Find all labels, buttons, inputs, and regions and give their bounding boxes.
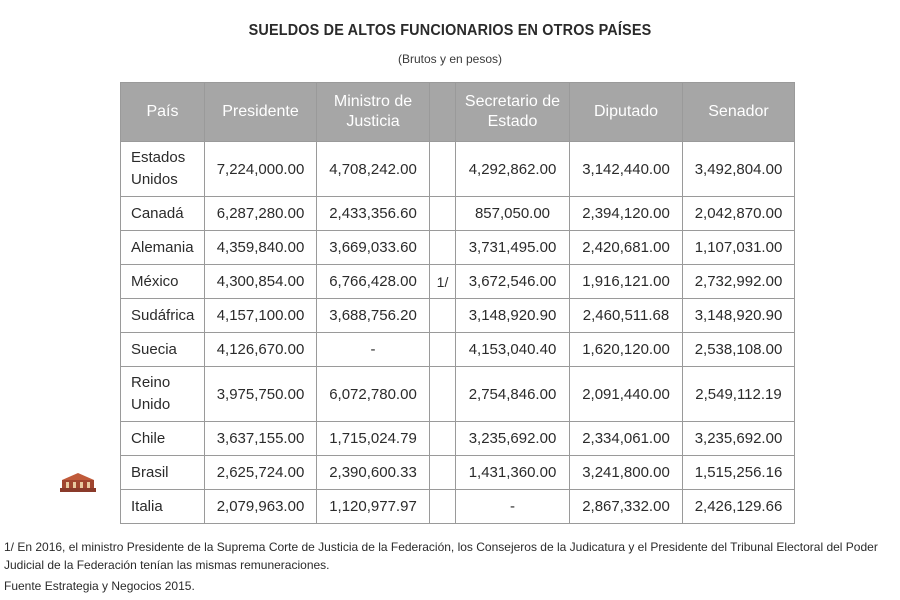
cell-diputado: 1,916,121.00: [570, 265, 683, 299]
cell-senador: 2,549,112.19: [683, 367, 795, 422]
cell-country: Canadá: [121, 197, 205, 231]
table-row: [121, 367, 795, 422]
table-row: [121, 142, 795, 197]
cell-diputado: 1,620,120.00: [570, 333, 683, 367]
cell-note: [430, 456, 456, 490]
table-row: [121, 333, 795, 367]
cell-secretario: 3,235,692.00: [456, 422, 570, 456]
cell-country: Alemania: [121, 231, 205, 265]
table-row: [121, 299, 795, 333]
cell-ministro: 1,120,977.97: [317, 490, 430, 524]
cell-presidente: 3,637,155.00: [205, 422, 317, 456]
cell-presidente: 4,157,100.00: [205, 299, 317, 333]
cell-presidente: 6,287,280.00: [205, 197, 317, 231]
cell-country: Sudáfrica: [121, 299, 205, 333]
cell-presidente: 3,975,750.00: [205, 367, 317, 422]
page-subtitle: (Brutos y en pesos): [397, 52, 503, 66]
cell-country: Chile: [121, 422, 205, 456]
salary-table: [120, 82, 795, 524]
cell-ministro: 6,766,428.00: [317, 265, 430, 299]
cell-country: Suecia: [121, 333, 205, 367]
table-header-row: [121, 83, 795, 142]
header-presidente: Presidente: [205, 83, 317, 142]
cell-ministro: -: [317, 333, 430, 367]
cell-note: 1/: [430, 265, 456, 299]
table-row: [121, 231, 795, 265]
table-row: [121, 265, 795, 299]
cell-secretario: -: [456, 490, 570, 524]
cell-senador: 2,426,129.66: [683, 490, 795, 524]
header-note: [430, 83, 456, 142]
table-row: [121, 456, 795, 490]
cell-country: Brasil: [121, 456, 205, 490]
cell-secretario: 1,431,360.00: [456, 456, 570, 490]
cell-senador: 3,148,920.90: [683, 299, 795, 333]
cell-diputado: 2,420,681.00: [570, 231, 683, 265]
cell-note: [430, 142, 456, 197]
cell-secretario: 3,731,495.00: [456, 231, 570, 265]
cell-country: Estados Unidos: [121, 142, 205, 197]
source-note: Fuente Estrategia y Negocios 2015.: [4, 579, 195, 593]
cell-secretario: 2,754,846.00: [456, 367, 570, 422]
cell-note: [430, 231, 456, 265]
page-title: SUELDOS DE ALTOS FUNCIONARIOS EN OTROS PAÍSES: [248, 22, 652, 39]
table-row: [121, 490, 795, 524]
cell-diputado: 3,142,440.00: [570, 142, 683, 197]
cell-presidente: 4,126,670.00: [205, 333, 317, 367]
cell-ministro: 1,715,024.79: [317, 422, 430, 456]
cell-presidente: 2,079,963.00: [205, 490, 317, 524]
cell-presidente: 2,625,724.00: [205, 456, 317, 490]
cell-ministro: 6,072,780.00: [317, 367, 430, 422]
cell-country: México: [121, 265, 205, 299]
cell-presidente: 7,224,000.00: [205, 142, 317, 197]
cell-ministro: 3,669,033.60: [317, 231, 430, 265]
cell-senador: 2,042,870.00: [683, 197, 795, 231]
cell-senador: 3,492,804.00: [683, 142, 795, 197]
cell-secretario: 3,148,920.90: [456, 299, 570, 333]
header-diputado: Diputado: [570, 83, 683, 142]
cell-ministro: 4,708,242.00: [317, 142, 430, 197]
cell-country: Reino Unido: [121, 367, 205, 422]
cell-diputado: 2,867,332.00: [570, 490, 683, 524]
cell-diputado: 2,460,511.68: [570, 299, 683, 333]
cell-note: [430, 333, 456, 367]
cell-note: [430, 197, 456, 231]
cell-diputado: 2,334,061.00: [570, 422, 683, 456]
cell-note: [430, 422, 456, 456]
header-secretario: Secretario de Estado: [456, 83, 570, 142]
table-row: [121, 197, 795, 231]
cell-note: [430, 367, 456, 422]
cell-note: [430, 490, 456, 524]
cell-secretario: 857,050.00: [456, 197, 570, 231]
cell-diputado: 2,394,120.00: [570, 197, 683, 231]
cell-ministro: 2,433,356.60: [317, 197, 430, 231]
cell-presidente: 4,359,840.00: [205, 231, 317, 265]
cell-senador: 1,107,031.00: [683, 231, 795, 265]
table-row: [121, 422, 795, 456]
cell-presidente: 4,300,854.00: [205, 265, 317, 299]
cell-diputado: 2,091,440.00: [570, 367, 683, 422]
cell-senador: 2,538,108.00: [683, 333, 795, 367]
footnote: 1/ En 2016, el ministro Presidente de la Suprema Corte de Justicia de la Federación, los Consejeros de la Judicatura y el Presidente del Tribunal Electoral del Poder Judicial de la Federación tenían las mismas remuneraciones.: [4, 540, 878, 572]
cell-ministro: 2,390,600.33: [317, 456, 430, 490]
header-ministro: Ministro de Justicia: [317, 83, 430, 142]
cell-diputado: 3,241,800.00: [570, 456, 683, 490]
header-pais: País: [121, 83, 205, 142]
cell-secretario: 4,153,040.40: [456, 333, 570, 367]
cell-country: Italia: [121, 490, 205, 524]
cell-senador: 2,732,992.00: [683, 265, 795, 299]
cell-senador: 1,515,256.16: [683, 456, 795, 490]
cell-senador: 3,235,692.00: [683, 422, 795, 456]
cell-ministro: 3,688,756.20: [317, 299, 430, 333]
building-emblem-icon: [58, 470, 98, 494]
cell-note: [430, 299, 456, 333]
cell-secretario: 3,672,546.00: [456, 265, 570, 299]
header-senador: Senador: [683, 83, 795, 142]
cell-secretario: 4,292,862.00: [456, 142, 570, 197]
